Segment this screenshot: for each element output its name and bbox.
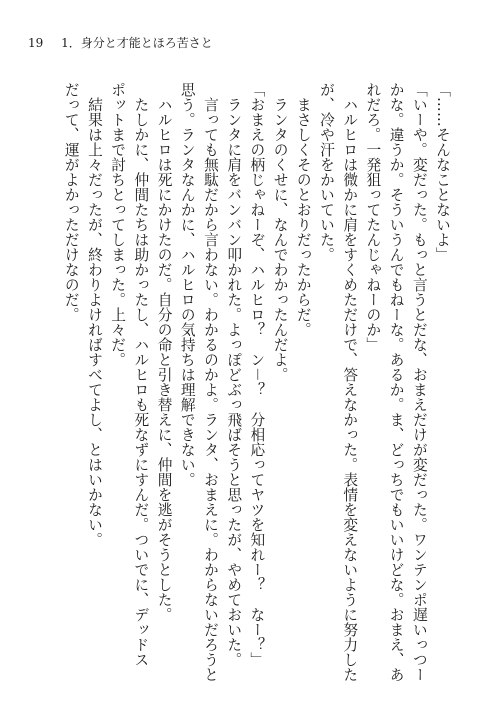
text-line: ポットまで討ちとってしまった。上々だ。: [109, 82, 127, 367]
text-line: ランタのくせに、なんでわかったんだよ。: [271, 96, 289, 382]
text-line: 思う。ランタなんかに、ハルヒロの気持ちは理解できない。: [178, 82, 196, 487]
text-line: かな。違うか。そういうんでもねーな。あるか。ま、どっちでもいいけどな。おまえ、あ: [387, 82, 405, 682]
page-number: 19: [28, 36, 44, 50]
text-line: れだろ。一発狙ってたんじゃねーのか」: [364, 82, 382, 352]
text-line: 「おまえの柄じゃねーぞ、ハルヒロ？ ン－？ 分相応ってヤツを知れー？ なー？」: [248, 82, 266, 667]
text-line: ハルヒロは死にかけたのだ。自分の命と引き替えに、仲間を逃がそうとした。: [155, 96, 173, 622]
text-line: ランタに肩をバンバン叩かれた。よっぽどぶっ飛ばそうと思ったが、やめておいた。: [225, 96, 243, 667]
text-line: 「いーや。変だった。もっと言うとだな、おまえだけが変だった。ワンテンポ遅いっつー: [410, 82, 428, 682]
text-line: だって、運がよかっただけなのだ。: [62, 82, 80, 322]
text-line: 「……そんなことないよ」: [434, 82, 451, 262]
text-line: 言っても無駄だから言わない。わかるのかよ。ランタ、おまえに。わからないだろうと: [201, 96, 219, 682]
text-line: が、冷や汗をかいていた。: [317, 82, 335, 262]
text-line: 結果は上々だったが、終わりよければすべてよし、とはいかない。: [85, 96, 103, 547]
chapter-title: 1．身分と才能とほろ苦さと: [61, 36, 213, 50]
text-line: まさしくそのとおりだったからだ。: [294, 96, 312, 337]
text-line: たしかに、仲間たちは助かったし、ハルヒロも死なずにすんだ。ついでに、デッドス: [132, 96, 150, 667]
vertical-body-text: [60, 82, 454, 682]
running-header: [28, 36, 213, 50]
text-line: ハルヒロは微かに肩をすくめただけで、答えなかった。表情を変えないように努力した: [341, 96, 359, 682]
